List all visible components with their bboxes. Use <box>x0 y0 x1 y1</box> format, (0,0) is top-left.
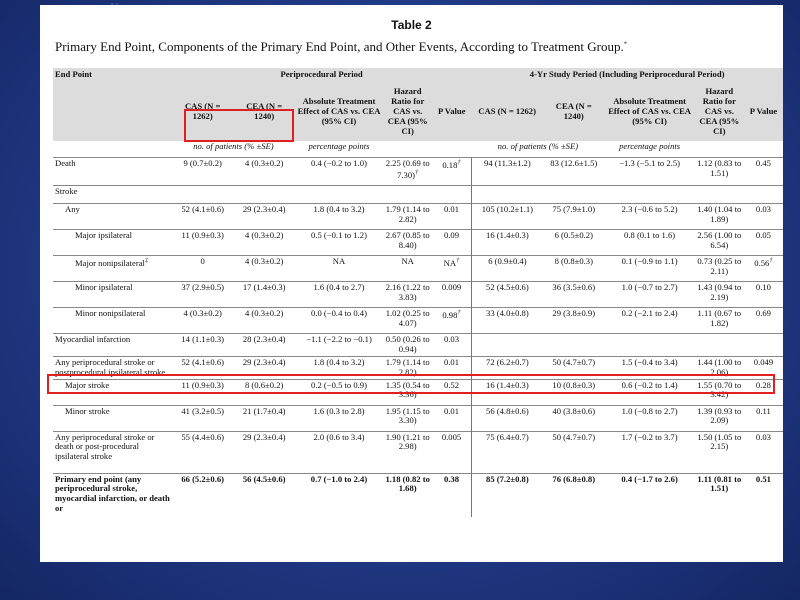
col-hazard: Hazard Ratio for CAS vs. CEA (95% CI) <box>383 83 432 141</box>
table-cell <box>471 204 543 230</box>
table-cell <box>295 334 383 357</box>
table-cell <box>383 334 432 357</box>
cell-value: −1.1 (−2.2 to −0.1) <box>306 334 372 344</box>
cell-value: 50 (4.7±0.7) <box>552 431 596 442</box>
units-patients-4yr: no. of patients (% ±SE) <box>497 141 579 151</box>
col-cas: CAS (N = 1262) <box>172 83 234 141</box>
table-cell <box>295 308 383 334</box>
subtitle-footnote-mark: * <box>623 40 627 48</box>
table-cell <box>471 282 543 308</box>
table-cell <box>695 230 744 256</box>
cell-value: 11 (0.9±0.3) <box>181 379 224 390</box>
cell-value: 0.01 <box>443 204 460 214</box>
table-cell <box>605 282 695 308</box>
table-cell <box>383 256 432 282</box>
cell-value: 0.52 <box>443 379 460 390</box>
table-cell <box>383 431 432 473</box>
header-row-units <box>53 141 783 158</box>
cell-value: 1.50 (1.05 to 2.15) <box>697 431 742 452</box>
table-cell <box>432 282 471 308</box>
table-cell <box>172 282 234 308</box>
row-label-text: Death <box>55 158 76 168</box>
row-label <box>53 308 172 334</box>
table-cell <box>744 186 783 204</box>
table-body <box>53 158 783 518</box>
document-page <box>40 5 783 562</box>
cell-value: 1.90 (1.21 to 2.98) <box>385 431 430 452</box>
cell-value: NA <box>443 257 457 268</box>
table-cell <box>432 405 471 431</box>
cell-value: 0.98 <box>442 309 458 320</box>
table-cell <box>233 186 295 204</box>
cell-value: 1.02 (0.25 to 4.07) <box>385 308 430 328</box>
units-points-4yr: percentage points <box>619 141 681 151</box>
cell-value: 6 (0.9±0.4) <box>488 256 527 266</box>
cell-value: 0.4 (−0.2 to 1.0) <box>311 158 367 168</box>
table-cell <box>233 334 295 357</box>
table-cell <box>233 431 295 473</box>
cell-value: 85 (7.2±0.8) <box>486 473 529 484</box>
table-cell <box>383 204 432 230</box>
cell-value: −1.3 (−5.1 to 2.5) <box>619 158 680 168</box>
cell-value: 8 (0.6±0.2) <box>244 379 284 390</box>
cell-value: 83 (12.6±1.5) <box>550 158 598 168</box>
table-cell <box>695 282 744 308</box>
cell-value: 1.11 (0.67 to 1.82) <box>697 308 742 328</box>
table-cell <box>605 230 695 256</box>
table-cell <box>744 282 783 308</box>
cell-value: 36 (3.5±0.6) <box>552 282 596 292</box>
table-cell <box>471 186 543 204</box>
cell-value: 1.39 (0.93 to 2.09) <box>697 405 742 426</box>
table-cell <box>744 204 783 230</box>
cell-value: 2.3 (−0.6 to 5.2) <box>621 204 678 214</box>
cell-value: 1.43 (0.94 to 2.19) <box>697 282 742 302</box>
table-cell <box>172 204 234 230</box>
table-cell <box>471 431 543 473</box>
cell-value: 0.01 <box>443 405 460 416</box>
cell-value: 0.11 <box>756 405 771 416</box>
cell-value: 0.1 (−0.9 to 1.1) <box>621 256 678 266</box>
cell-value: 1.11 (0.81 to 1.51) <box>697 473 742 494</box>
table-cell <box>172 473 234 517</box>
cell-value: 72 (6.2±0.7) <box>486 356 529 367</box>
table-row <box>53 256 783 282</box>
cell-value: 1.18 (0.82 to 1.68) <box>385 473 430 494</box>
row-label <box>53 431 172 473</box>
table-cell <box>543 405 605 431</box>
table-cell <box>233 308 295 334</box>
table-row <box>53 204 783 230</box>
cell-value: 29 (2.3±0.4) <box>242 431 286 442</box>
cell-value: 0.05 <box>755 230 771 240</box>
cell-value: 0.0 (−0.4 to 0.4) <box>311 308 367 318</box>
cell-value: 2.67 (0.85 to 8.40) <box>385 230 430 250</box>
table-cell <box>543 186 605 204</box>
table-cell <box>233 204 295 230</box>
table-cell <box>172 334 234 357</box>
table-cell <box>233 230 295 256</box>
row-label-text: Any periprocedural stroke or postprocedural ipsilateral stroke <box>55 356 166 377</box>
table-cell <box>744 308 783 334</box>
cell-value: 1.5 (−0.4 to 3.4) <box>621 356 678 367</box>
table-cell <box>605 186 695 204</box>
p-value-footnote-mark: † <box>456 257 460 264</box>
cell-value: 0.28 <box>755 379 771 390</box>
table-row <box>53 158 783 186</box>
table-cell <box>233 158 295 186</box>
cell-value: 76 (6.8±0.8) <box>552 473 596 484</box>
table-cell <box>432 186 471 204</box>
cell-value: 56 (4.5±0.6) <box>242 473 286 484</box>
table-row <box>53 282 783 308</box>
table-cell <box>695 334 744 357</box>
row-label <box>53 204 172 230</box>
cell-value: 55 (4.4±0.6) <box>181 431 224 442</box>
table-cell <box>695 256 744 282</box>
table-cell <box>295 405 383 431</box>
table-cell <box>432 334 471 357</box>
table-cell <box>605 158 695 186</box>
cell-value: 105 (10.2±1.1) <box>481 204 533 214</box>
table-cell <box>543 282 605 308</box>
row-label-text: Major stroke <box>65 379 110 390</box>
table-cell <box>471 230 543 256</box>
table-cell <box>543 204 605 230</box>
cell-value: 4 (0.3±0.2) <box>183 308 222 318</box>
col-p-value-4yr: P Value <box>744 83 783 141</box>
cell-value: 0.5 (−0.1 to 1.2) <box>311 230 367 240</box>
cell-value: 1.7 (−0.2 to 3.7) <box>621 431 678 442</box>
table-row <box>53 431 783 473</box>
cell-value: 11 (0.9±0.3) <box>181 230 224 240</box>
cell-value: 28 (2.3±0.4) <box>242 334 286 344</box>
col-abs-effect: Absolute Treatment Effect of CAS vs. CEA (95% CI) <box>295 83 383 141</box>
row-label-text: Myocardial infarction <box>55 334 131 344</box>
table-cell <box>383 405 432 431</box>
table-cell <box>233 282 295 308</box>
table-cell <box>432 230 471 256</box>
col-cea-4yr: CEA (N = 1240) <box>543 83 605 141</box>
cell-value: 52 (4.1±0.6) <box>181 356 224 367</box>
table-cell <box>605 308 695 334</box>
table-cell <box>543 256 605 282</box>
table-cell <box>471 334 543 357</box>
cell-value: 50 (4.7±0.7) <box>552 356 596 367</box>
cell-value: 0.10 <box>755 282 771 292</box>
row-label-text: Major nonipsilateral <box>75 257 145 268</box>
table-cell <box>543 431 605 473</box>
cell-value: NA <box>332 256 346 266</box>
cell-value: 2.16 (1.22 to 3.83) <box>385 282 430 302</box>
table-cell <box>695 405 744 431</box>
table-cell <box>233 473 295 517</box>
cell-value: 37 (2.9±0.5) <box>181 282 224 292</box>
cell-value: 4 (0.3±0.2) <box>244 308 284 318</box>
table-row <box>53 334 783 357</box>
table-cell <box>695 204 744 230</box>
cell-value: 1.6 (0.4 to 2.7) <box>313 282 365 292</box>
cell-value: 4 (0.3±0.2) <box>244 256 284 266</box>
table-cell <box>695 431 744 473</box>
table-cell <box>295 158 383 186</box>
cell-value: 0.50 (0.26 to 0.94) <box>385 334 430 354</box>
table-cell <box>543 158 605 186</box>
row-label-text: Any <box>65 204 80 214</box>
cell-value: 1.12 (0.83 to 1.51) <box>697 158 742 178</box>
table-cell <box>172 308 234 334</box>
cell-value: 0.18 <box>442 159 458 170</box>
table-cell <box>172 186 234 204</box>
table-cell <box>172 431 234 473</box>
table-cell <box>383 230 432 256</box>
header-row-columns <box>53 83 783 141</box>
subtitle-text: Primary End Point, Components of the Primary End Point, and Other Events, According to Treatment Group. <box>55 39 624 54</box>
header-end-point: End Point <box>53 68 172 83</box>
header-study-period: 4-Yr Study Period (Including Periprocedural Period) <box>471 68 783 83</box>
row-label <box>53 282 172 308</box>
cell-value: 0.01 <box>443 356 460 367</box>
header-blank <box>53 83 172 141</box>
cell-value: 0.03 <box>443 334 460 344</box>
cell-value: 0.049 <box>753 356 774 367</box>
table-cell <box>295 282 383 308</box>
table-row <box>53 473 783 517</box>
units-patients: no. of patients (% ±SE) <box>193 141 274 151</box>
table-cell <box>543 473 605 517</box>
cell-value: 40 (3.8±0.6) <box>552 405 596 416</box>
table-cell <box>295 204 383 230</box>
table-cell <box>432 158 471 186</box>
cell-value: 1.0 (−0.7 to 2.7) <box>621 282 678 292</box>
col-cea: CEA (N = 1240) <box>233 83 295 141</box>
cell-value: 1.79 (1.14 to 2.82) <box>385 356 430 377</box>
table-cell <box>295 473 383 517</box>
table-cell <box>605 405 695 431</box>
cell-value: 75 (7.9±1.0) <box>552 204 596 214</box>
row-label <box>53 158 172 186</box>
cell-value: 66 (5.2±0.6) <box>181 473 224 484</box>
cell-value: 16 (1.4±0.3) <box>486 379 529 390</box>
cell-value: 1.79 (1.14 to 2.82) <box>385 204 430 224</box>
col-abs-effect-4yr: Absolute Treatment Effect of CAS vs. CEA (95% CI) <box>605 83 695 141</box>
cell-value: 75 (6.4±0.7) <box>486 431 529 442</box>
table-cell <box>383 473 432 517</box>
row-label <box>53 230 172 256</box>
table-cell <box>471 256 543 282</box>
table-row <box>53 405 783 431</box>
header-periprocedural: Periprocedural Period <box>172 68 471 83</box>
table-cell <box>432 204 471 230</box>
cell-value: 0.45 <box>755 158 771 168</box>
cell-value: 0.2 (−0.5 to 0.9) <box>311 379 367 390</box>
cell-value: 2.56 (1.00 to 6.54) <box>697 230 742 250</box>
cell-value: 17 (1.4±0.3) <box>242 282 286 292</box>
cell-value: 6 (0.5±0.2) <box>554 230 593 240</box>
row-label-text: Stroke <box>55 186 78 196</box>
table-row <box>53 308 783 334</box>
cell-value: 1.40 (1.04 to 1.89) <box>697 204 742 224</box>
cell-value: 29 (3.8±0.9) <box>552 308 596 318</box>
table-cell <box>432 431 471 473</box>
table-cell <box>471 473 543 517</box>
cell-value: 41 (3.2±0.5) <box>181 405 224 416</box>
cell-value: 33 (4.0±0.8) <box>486 308 529 318</box>
cell-value: 1.35 (0.54 to 3.36) <box>385 379 430 400</box>
table-cell <box>695 473 744 517</box>
table-row <box>53 230 783 256</box>
table-cell <box>233 405 295 431</box>
col-hazard-4yr: Hazard Ratio for CAS vs. CEA (95% CI) <box>695 83 744 141</box>
table-cell <box>744 256 783 282</box>
cell-value: 1.55 (0.70 to 3.42) <box>697 379 742 400</box>
cell-value: 2.0 (0.6 to 3.4) <box>313 431 365 442</box>
table-cell <box>543 230 605 256</box>
table-cell <box>543 334 605 357</box>
table-cell <box>744 431 783 473</box>
table-cell <box>471 158 543 186</box>
col-p-value: P Value <box>432 83 471 141</box>
cell-value: 1.6 (0.3 to 2.8) <box>313 405 365 416</box>
cell-value: 0.09 <box>443 230 460 240</box>
row-label-text: Minor nonipsilateral <box>75 308 146 318</box>
row-footnote-mark: ‡ <box>144 257 149 264</box>
table-cell <box>605 256 695 282</box>
row-label-text: Major ipsilateral <box>75 230 133 240</box>
table-cell <box>471 308 543 334</box>
table-cell <box>695 158 744 186</box>
table-cell <box>432 256 471 282</box>
table-cell <box>695 186 744 204</box>
cell-value: 94 (11.3±1.2) <box>484 158 531 168</box>
table-cell <box>605 204 695 230</box>
table-cell <box>471 405 543 431</box>
cell-value: 1.44 (1.00 to 2.06) <box>697 356 742 377</box>
p-value-footnote-mark: † <box>457 309 461 316</box>
table-cell <box>432 473 471 517</box>
cell-value: 4 (0.3±0.2) <box>244 230 284 240</box>
table-cell <box>172 158 234 186</box>
cell-value: 56 (4.8±0.6) <box>486 405 529 416</box>
cell-value: 0.7 (−1.0 to 2.4) <box>310 473 368 484</box>
results-table <box>53 68 783 517</box>
cell-value: 0.009 <box>441 282 462 292</box>
row-label-text: Minor ipsilateral <box>75 282 133 292</box>
cell-value: 1.8 (0.4 to 3.2) <box>313 204 365 214</box>
cell-value: 4 (0.3±0.2) <box>244 158 284 168</box>
table-cell <box>383 308 432 334</box>
table-cell <box>605 334 695 357</box>
table-cell <box>744 473 783 517</box>
row-label <box>53 334 172 357</box>
table-cell <box>744 230 783 256</box>
table-cell <box>295 186 383 204</box>
cell-value: 0.03 <box>755 431 771 442</box>
row-label <box>53 186 172 204</box>
cell-value: 1.0 (−0.8 to 2.7) <box>621 405 678 416</box>
hazard-footnote-mark: † <box>415 168 419 176</box>
cell-value: 0.4 (−1.7 to 2.6) <box>621 473 678 484</box>
header-row-periods <box>53 68 783 83</box>
cell-value: 2.25 (0.69 to 7.30) <box>385 158 430 180</box>
row-label-text: Any periprocedural stroke or death or post-procedural ipsilateral stroke <box>55 431 155 462</box>
table-subtitle <box>55 39 775 55</box>
cell-value: 0.8 (0.1 to 1.6) <box>624 230 676 240</box>
highlight-box-headers <box>184 109 294 142</box>
cell-value: 0.51 <box>755 473 771 484</box>
cell-value: 16 (1.4±0.3) <box>486 230 529 240</box>
cell-value: 0.005 <box>441 431 462 442</box>
row-label-text: Primary end point (any periprocedural stroke, myocardial infarction, or death or <box>55 473 170 514</box>
table-cell <box>744 405 783 431</box>
table-cell <box>543 308 605 334</box>
cell-value: 52 (4.5±0.6) <box>486 282 529 292</box>
cell-value: 9 (0.7±0.2) <box>183 158 222 168</box>
row-label-text: Minor stroke <box>65 405 110 416</box>
table-cell <box>172 256 234 282</box>
cell-value: 0.38 <box>443 473 460 484</box>
p-value-footnote-mark: † <box>769 257 773 264</box>
table-cell <box>744 334 783 357</box>
row-label <box>53 405 172 431</box>
table-cell <box>383 158 432 186</box>
table-cell <box>172 405 234 431</box>
table-cell <box>383 186 432 204</box>
cell-value: 0.69 <box>755 308 771 318</box>
p-value-footnote-mark: † <box>457 159 461 166</box>
table-cell <box>432 308 471 334</box>
cell-value: 0.56 <box>754 257 770 268</box>
row-label <box>53 473 172 517</box>
cell-value: 14 (1.1±0.3) <box>181 334 224 344</box>
highlight-box-row <box>47 374 775 394</box>
table-cell <box>233 256 295 282</box>
cell-value: 10 (0.8±0.3) <box>552 379 596 390</box>
table-cell <box>744 158 783 186</box>
table-title: Table 2 <box>391 18 432 32</box>
units-points: percentage points <box>308 141 370 151</box>
cell-value: 0.6 (−0.2 to 1.4) <box>621 379 678 390</box>
table-cell <box>605 431 695 473</box>
cell-value: 0.2 (−2.1 to 2.4) <box>621 308 678 318</box>
table-cell <box>695 308 744 334</box>
cell-value: 0.73 (0.25 to 2.11) <box>697 256 742 276</box>
table-cell <box>295 230 383 256</box>
cell-value: 29 (2.3±0.4) <box>242 204 286 214</box>
cell-value: 1.8 (0.4 to 3.2) <box>313 356 365 367</box>
table-cell <box>383 282 432 308</box>
cell-value: NA <box>401 256 414 266</box>
cell-value: 29 (2.3±0.4) <box>242 356 286 367</box>
table-cell <box>172 230 234 256</box>
table-row <box>53 186 783 204</box>
cell-value: 21 (1.7±0.4) <box>242 405 286 416</box>
cell-value: 0 <box>200 256 205 266</box>
row-label <box>53 256 172 282</box>
table-cell <box>295 431 383 473</box>
cell-value: 52 (4.1±0.6) <box>181 204 224 214</box>
cell-value: 8 (0.8±0.3) <box>554 256 593 266</box>
cell-value: 1.95 (1.15 to 3.30) <box>385 405 430 426</box>
table-cell <box>605 473 695 517</box>
table-cell <box>295 256 383 282</box>
col-cas-4yr: CAS (N = 1262) <box>471 83 543 141</box>
cell-value: 0.03 <box>755 204 771 214</box>
